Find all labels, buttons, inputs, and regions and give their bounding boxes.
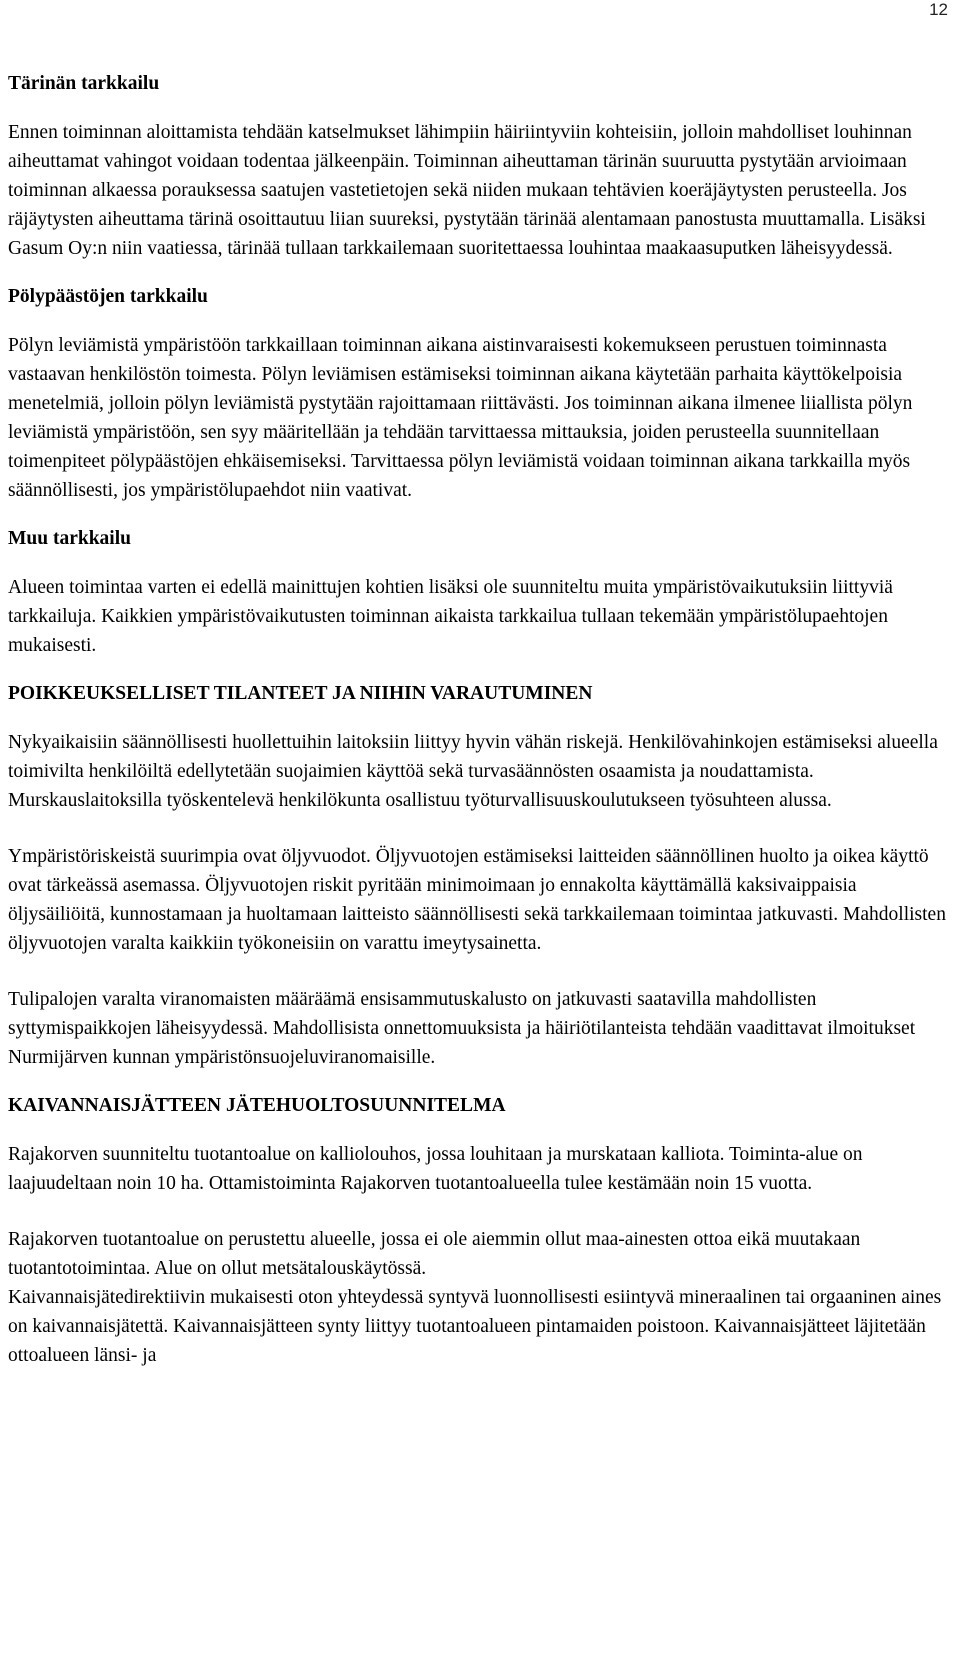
paragraph: Ennen toiminnan aloittamista tehdään katselmukset lähimpiin häiriintyviin kohteisiin, jolloin mahdolliset louhinnan aiheuttamat vahingot voidaan todentaa jälkeenpäin. Toiminnan aiheuttaman tärinän suuruutta pystytään arvioimaan toiminnan alkaessa porauksessa saatujen vastetietojen sekä niiden mukaan tehtävien koeräjäytysten perusteella. Jos räjäytysten aiheuttama tärinä osoittautuu liian suureksi, pystytään tärinää alentamaan panostusta muuttamalla. Lisäksi Gasum Oy:n niin vaatiessa, tärinää tullaan tarkkailemaan suoritettaessa louhintaa maakaasuputken läheisyydessä. [8, 122, 926, 259]
paragraph: Ympäristöriskeistä suurimpia ovat öljyvuodot. Öljyvuotojen estämiseksi laitteiden säännöllinen huolto ja oikea käyttö ovat tärkeässä asemassa. Öljyvuotojen riskit pyritään minimoimaan jo ennakolta käyttämällä kaksivaippaisia öljysäiliöitä, kunnostamaan ja huoltamaan laitteisto säännöllisesti sekä tarkkailemaan toimintaa jatkuvasti. Mahdollisten öljyvuotojen varalta kaikkiin työkoneisiin on varattu imeytysainetta. [8, 846, 946, 954]
paragraph: Nykyaikaisiin säännöllisesti huollettuihin laitoksiin liittyy hyvin vähän riskejä. Henkilövahinkojen estämiseksi alueella toimivilta henkilöiltä edellytetään suojaimien käyttöä sekä turvasäännösten osaamista ja noudattamista. Murskauslaitoksilla työskentelevä henkilökunta osallistuu työturvallisuuskoulutukseen työsuhteen alussa. [8, 732, 938, 811]
section-heading: Tärinän tarkkailu [8, 73, 160, 94]
section-heading: Pölypäästöjen tarkkailu [8, 286, 208, 307]
paragraph: Alueen toimintaa varten ei edellä mainittujen kohtien lisäksi ole suunniteltu muita ympäristövaikutuksiin liittyviä tarkkailuja. Kaikkien ympäristövaikutusten toiminnan aikaista tarkkailua tullaan tekemään ympäristölupaehtojen mukaisesti. [8, 577, 893, 656]
section-polypaastojen-tarkkailu [8, 283, 948, 505]
section-muu-tarkkailu [8, 525, 948, 660]
paragraph: Rajakorven tuotantoalue on perustettu alueelle, jossa ei ole aiemmin ollut maa-ainesten ottoa eikä muutakaan tuotantotoimintaa. Alue on ollut metsätalouskäytössä. [8, 1229, 861, 1279]
paragraph: Rajakorven suunniteltu tuotantoalue on kalliolouhos, jossa louhitaan ja murskataan kalliota. Toiminta-alue on laajuudeltaan noin 10 ha. Ottamistoiminta Rajakorven tuotantoalueella tulee kestämään noin 15 vuotta. [8, 1144, 863, 1194]
section-heading: POIKKEUKSELLISET TILANTEET JA NIIHIN VARAUTUMINEN [8, 683, 593, 704]
paragraph: Kaivannaisjätedirektiivin mukaisesti oton yhteydessä syntyvä luonnollisesti esiintyvä mineraalinen tai orgaaninen aines on kaivannaisjätettä. Kaivannaisjätteen synty liittyy tuotantoalueen pintamaiden poistoon. Kaivannaisjätteet läjitetään ottoalueen länsi- ja [8, 1287, 942, 1366]
section-poikkeukselliset-tilanteet [8, 680, 948, 1072]
section-kaivannaisjatteen-jatehuoltosuunnitelma [8, 1092, 948, 1370]
paragraph: Tulipalojen varalta viranomaisten määräämä ensisammutuskalusto on jatkuvasti saatavilla mahdollisten syttymispaikkojen läheisyydessä. Mahdollisista onnettomuuksista ja häiriötilanteista tehdään vaadittavat ilmoitukset Nurmijärven kunnan ympäristönsuojeluviranomaisille. [8, 989, 916, 1068]
section-heading: Muu tarkkailu [8, 528, 131, 549]
document-body [8, 70, 948, 1370]
paragraph: Pölyn leviämistä ympäristöön tarkkaillaan toiminnan aikana aistinvaraisesti kokemukseen perustuen toiminnasta vastaavan henkilöstön toimesta. Pölyn leviämisen estämiseksi toiminnan aikana käytetään parhaita käyttökelpoisia menetelmiä, jolloin pölyn leviämistä pystytään rajoittamaan riittävästi. Jos toiminnan aikana ilmenee liiallista pölyn leviämistä ympäristöön, sen syy määritellään ja tehdään tarvittaessa mittauksia, joiden perusteella suunnitellaan toimenpiteet pölypäästöjen ehkäisemiseksi. Tarvittaessa pölyn leviämistä voidaan toiminnan aikana tarkkailla myös säännöllisesti, jos ympäristölupaehdot niin vaativat. [8, 335, 913, 501]
section-tarinan-tarkkailu [8, 70, 948, 263]
page-number: 12 [929, 0, 948, 19]
section-heading: KAIVANNAISJÄTTEEN JÄTEHUOLTOSUUNNITELMA [8, 1095, 506, 1116]
